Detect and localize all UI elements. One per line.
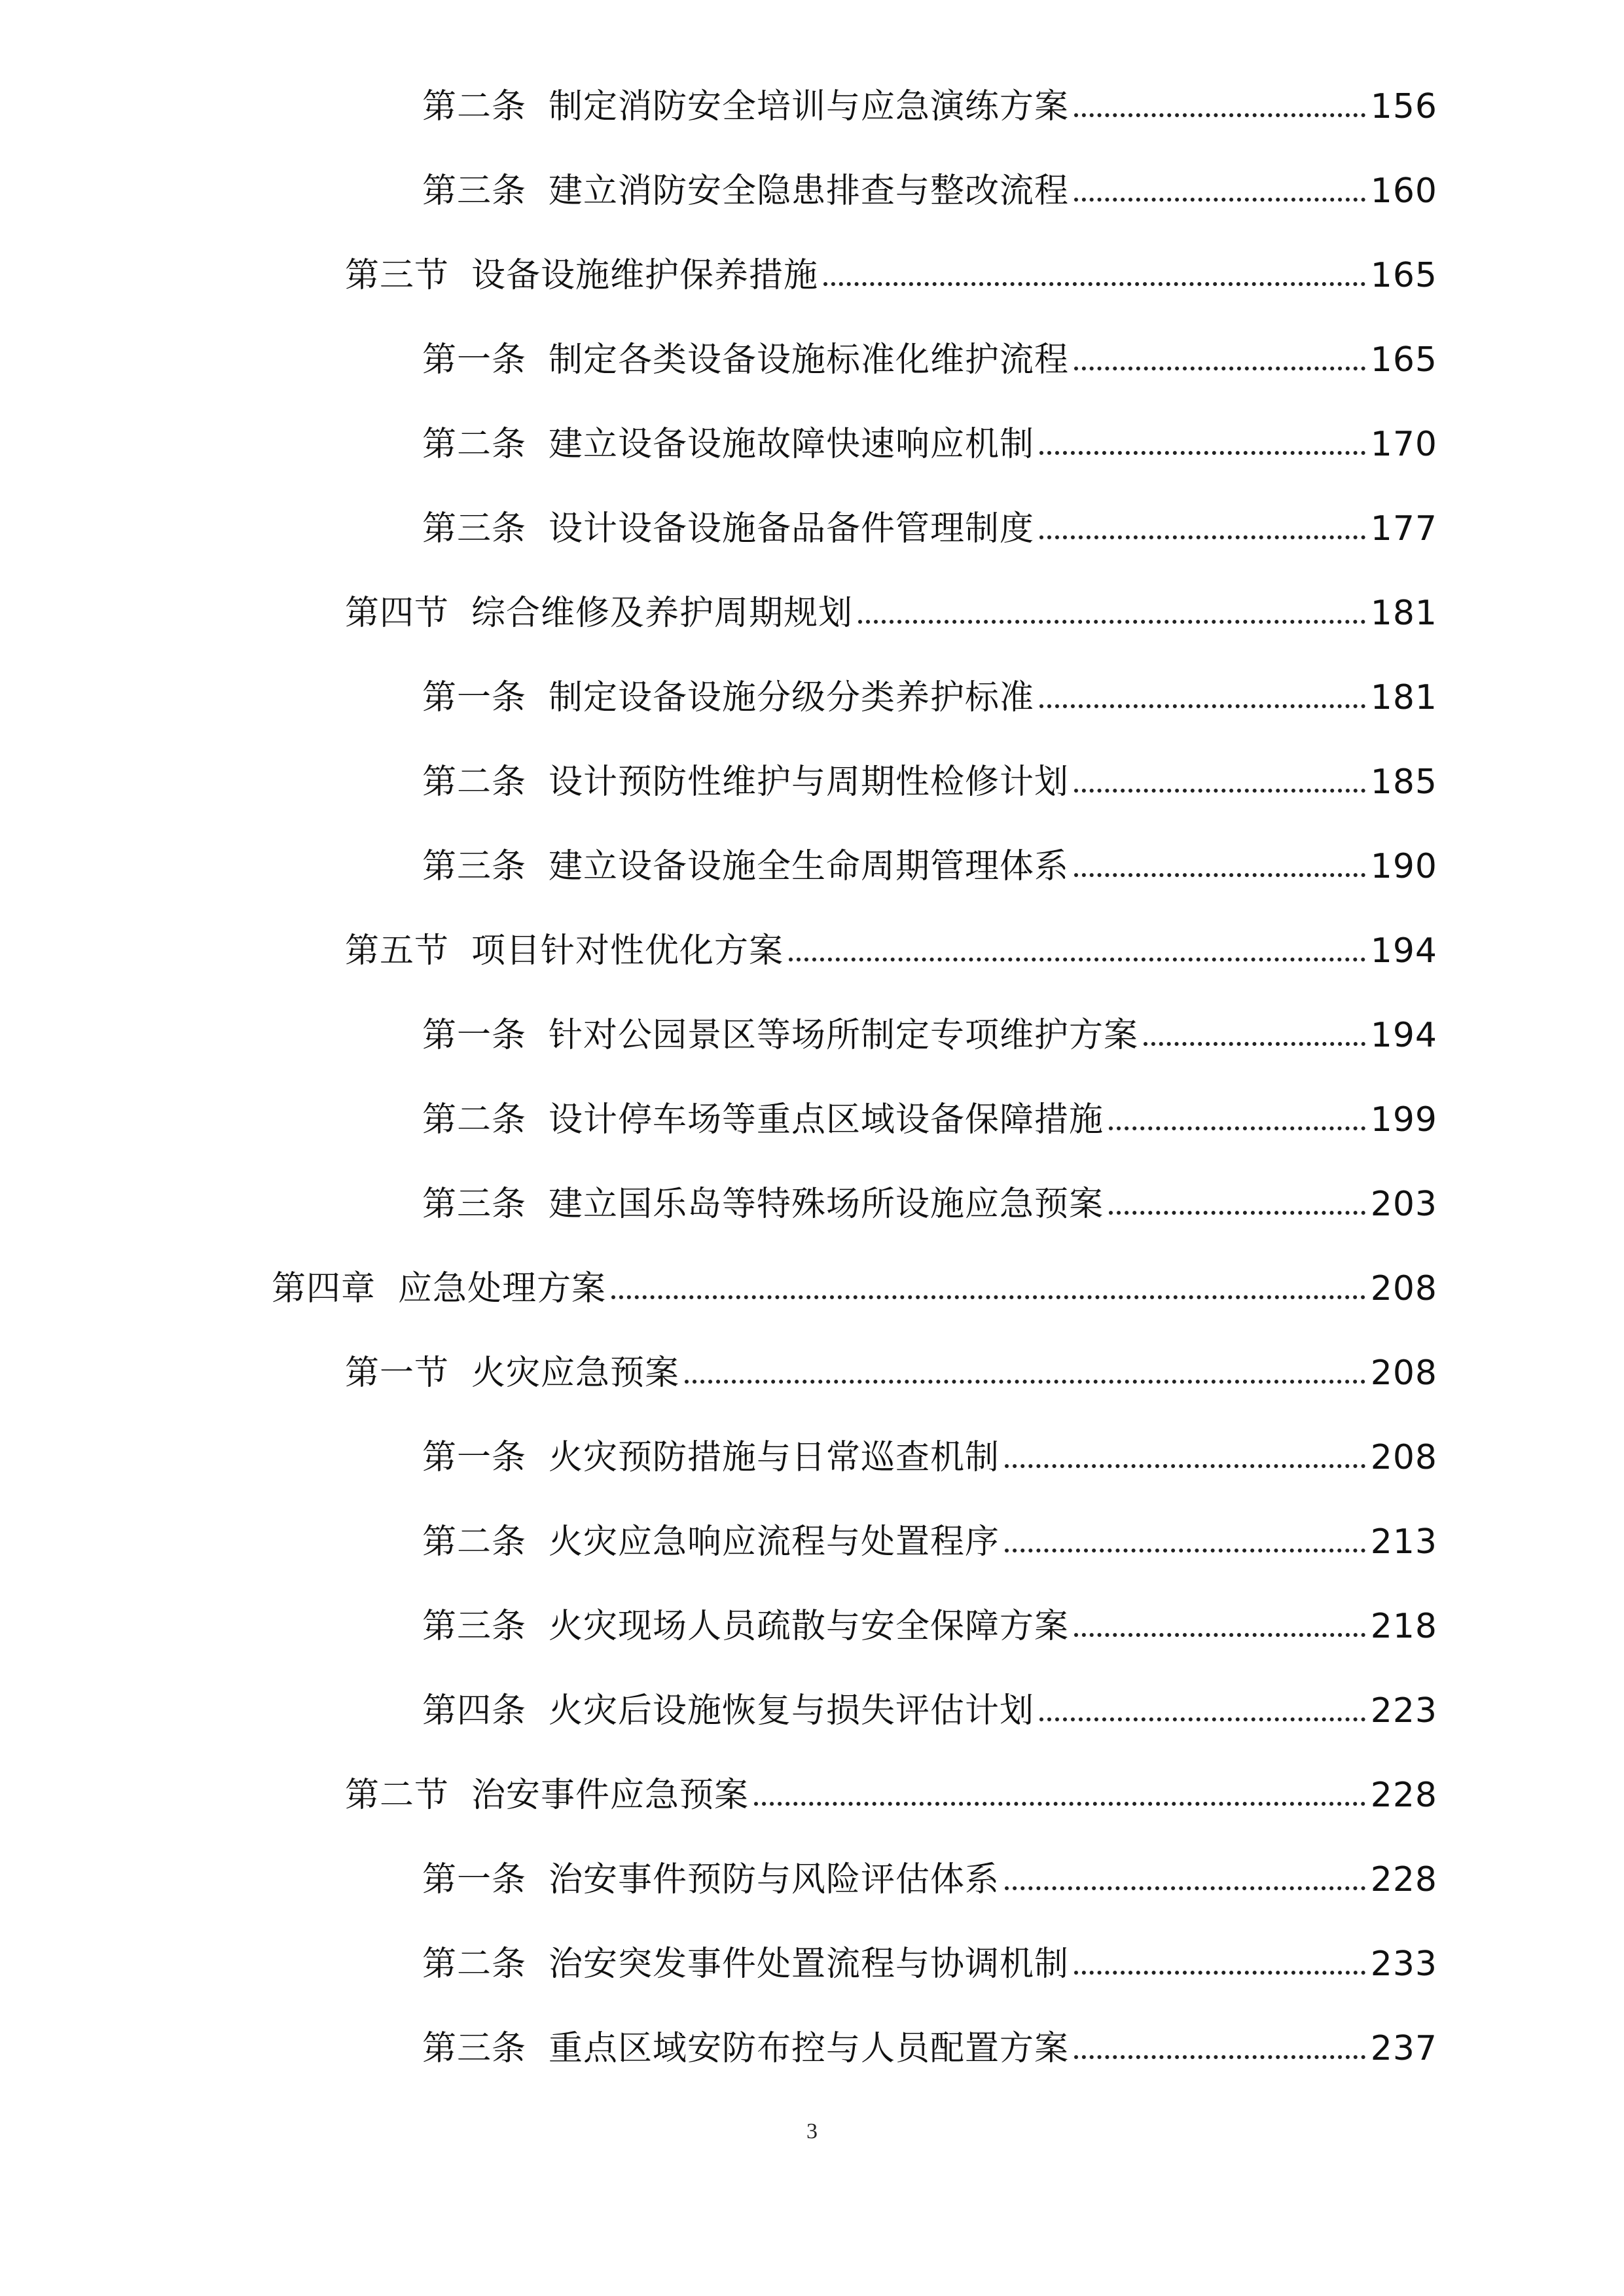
- toc-dot-leader: [1074, 1931, 1365, 1997]
- toc-entry-number: 第四章: [272, 1269, 376, 1308]
- toc-entry-page: 170: [1370, 425, 1437, 464]
- toc-entry-page: 177: [1370, 509, 1437, 548]
- toc-dot-leader: [611, 1256, 1365, 1321]
- toc-entry-page: 165: [1370, 340, 1437, 380]
- toc-entry-number: 第一条: [422, 1860, 527, 1899]
- toc-entry-title: 治安事件预防与风险评估体系: [549, 1860, 1000, 1899]
- toc-entry-title: 火灾现场人员疏散与安全保障方案: [549, 1607, 1070, 1646]
- toc-entry-number: 第一条: [422, 1016, 527, 1055]
- toc-entry[interactable]: [422, 1087, 1437, 1153]
- toc-entry[interactable]: [422, 1847, 1437, 1912]
- toc-entry-title: 项目针对性优化方案: [471, 931, 784, 971]
- toc-entry-title: 重点区域安防布控与人员配置方案: [549, 2029, 1070, 2068]
- page-number: 3: [806, 2119, 818, 2144]
- toc-entry[interactable]: [422, 496, 1437, 562]
- toc-entry[interactable]: [422, 158, 1437, 224]
- toc-dot-leader: [1039, 496, 1365, 562]
- toc-entry-title: 建立消防安全隐患排查与整改流程: [549, 171, 1070, 211]
- toc-entry-title: 制定各类设备设施标准化维护流程: [549, 340, 1070, 380]
- toc-dot-leader: [858, 581, 1365, 646]
- toc-entry-number: 第三节: [345, 256, 450, 295]
- toc-dot-leader: [1039, 665, 1365, 730]
- toc-entry-title: 针对公园景区等场所制定专项维护方案: [549, 1016, 1139, 1055]
- toc-entry[interactable]: [422, 1931, 1437, 1997]
- toc-entry-page: 208: [1370, 1269, 1437, 1308]
- toc-entry-number: 第一条: [422, 1438, 527, 1477]
- toc-entry-title: 治安事件应急预案: [471, 1776, 749, 1815]
- toc-dot-leader: [1074, 834, 1365, 899]
- toc-entry-page: 199: [1370, 1100, 1437, 1139]
- toc-entry-title: 设计预防性维护与周期性检修计划: [549, 762, 1070, 802]
- toc-entry-title: 火灾应急响应流程与处置程序: [549, 1522, 1000, 1562]
- toc-dot-leader: [1074, 2016, 1365, 2081]
- toc-entry-page: 165: [1370, 256, 1437, 295]
- toc-entry-number: 第四条: [422, 1691, 527, 1731]
- toc-entry-number: 第三条: [422, 1185, 527, 1224]
- toc-entry-title: 建立设备设施全生命周期管理体系: [549, 847, 1070, 886]
- toc-dot-leader: [1074, 158, 1365, 224]
- toc-entry-title: 设备设施维护保养措施: [471, 256, 819, 295]
- toc-entry-title: 火灾预防措施与日常巡查机制: [549, 1438, 1000, 1477]
- toc-entry-page: 213: [1370, 1522, 1437, 1562]
- toc-entry[interactable]: [422, 1509, 1437, 1575]
- toc-dot-leader: [1074, 749, 1365, 815]
- toc-entry-number: 第一节: [345, 1354, 450, 1393]
- toc-entry[interactable]: [422, 412, 1437, 477]
- toc-dot-leader: [1074, 74, 1365, 139]
- toc-entry-page: 190: [1370, 847, 1437, 886]
- toc-entry-page: 156: [1370, 87, 1437, 126]
- toc-dot-leader: [1074, 327, 1365, 393]
- toc-entry-number: 第二条: [422, 1945, 527, 1984]
- toc-entry-number: 第一条: [422, 340, 527, 380]
- toc-entry-title: 火灾应急预案: [471, 1354, 680, 1393]
- toc-entry-number: 第三条: [422, 1607, 527, 1646]
- toc-entry-title: 制定设备设施分级分类养护标准: [549, 678, 1035, 717]
- toc-entry[interactable]: [422, 1425, 1437, 1490]
- toc-entry-number: 第三条: [422, 509, 527, 548]
- toc-entry-page: 194: [1370, 1016, 1437, 1055]
- toc-entry-title: 治安突发事件处置流程与协调机制: [549, 1945, 1070, 1984]
- toc-entry[interactable]: [272, 1256, 1437, 1321]
- toc-dot-leader: [1109, 1172, 1365, 1237]
- toc-entry-number: 第二条: [422, 1522, 527, 1562]
- toc-entry-number: 第三条: [422, 171, 527, 211]
- toc-entry-number: 第三条: [422, 847, 527, 886]
- toc-entry-title: 建立国乐岛等特殊场所设施应急预案: [549, 1185, 1104, 1224]
- toc-entry-number: 第二条: [422, 1100, 527, 1139]
- toc-entry-number: 第一条: [422, 678, 527, 717]
- toc-entry[interactable]: [345, 243, 1437, 308]
- toc-entry[interactable]: [422, 1003, 1437, 1068]
- toc-entry-page: 223: [1370, 1691, 1437, 1731]
- toc-entry-page: 194: [1370, 931, 1437, 971]
- toc-entry-page: 233: [1370, 1945, 1437, 1984]
- toc-entry-title: 设计停车场等重点区域设备保障措施: [549, 1100, 1104, 1139]
- toc-dot-leader: [1074, 1594, 1365, 1659]
- toc-entry-number: 第二条: [422, 87, 527, 126]
- toc-entry-page: 160: [1370, 171, 1437, 211]
- toc-entry[interactable]: [422, 1172, 1437, 1237]
- toc-entry-page: 181: [1370, 594, 1437, 633]
- toc-entry-title: 综合维修及养护周期规划: [471, 594, 854, 633]
- toc-entry-title: 制定消防安全培训与应急演练方案: [549, 87, 1070, 126]
- toc-entry[interactable]: [345, 918, 1437, 984]
- toc-dot-leader: [1039, 1678, 1365, 1744]
- toc-entry-page: 228: [1370, 1776, 1437, 1815]
- toc-entry[interactable]: [422, 327, 1437, 393]
- toc-entry-title: 火灾后设施恢复与损失评估计划: [549, 1691, 1035, 1731]
- toc-entry-number: 第四节: [345, 594, 450, 633]
- toc-entry-title: 应急处理方案: [398, 1269, 607, 1308]
- toc-entry-number: 第二节: [345, 1776, 450, 1815]
- toc-entry-page: 228: [1370, 1860, 1437, 1899]
- toc-entry-number: 第二条: [422, 425, 527, 464]
- toc-entry-number: 第三条: [422, 2029, 527, 2068]
- toc-entry[interactable]: [345, 1763, 1437, 1828]
- toc-dot-leader: [1005, 1847, 1365, 1912]
- toc-dot-leader: [685, 1340, 1365, 1406]
- toc-entry-page: 237: [1370, 2029, 1437, 2068]
- toc-entry[interactable]: [422, 665, 1437, 730]
- toc-entry-page: 208: [1370, 1438, 1437, 1477]
- toc-entry-page: 203: [1370, 1185, 1437, 1224]
- toc-entry-page: 218: [1370, 1607, 1437, 1646]
- toc-entry[interactable]: [422, 74, 1437, 139]
- toc-dot-leader: [1109, 1087, 1365, 1153]
- toc-entry[interactable]: [422, 1678, 1437, 1744]
- toc-dot-leader: [1144, 1003, 1365, 1068]
- toc-entry-title: 设计设备设施备品备件管理制度: [549, 509, 1035, 548]
- toc-entry-number: 第二条: [422, 762, 527, 802]
- toc-dot-leader: [1005, 1509, 1365, 1575]
- toc-entry-title: 建立设备设施故障快速响应机制: [549, 425, 1035, 464]
- toc-dot-leader: [789, 918, 1365, 984]
- toc-entry[interactable]: [345, 1340, 1437, 1406]
- toc-dot-leader: [823, 243, 1365, 308]
- toc-entry-number: 第五节: [345, 931, 450, 971]
- toc-entry[interactable]: [422, 834, 1437, 899]
- toc-dot-leader: [754, 1763, 1365, 1828]
- toc-entry[interactable]: [345, 581, 1437, 646]
- toc-dot-leader: [1039, 412, 1365, 477]
- toc-entry-page: 181: [1370, 678, 1437, 717]
- toc-entry[interactable]: [422, 749, 1437, 815]
- toc-dot-leader: [1005, 1425, 1365, 1490]
- toc-entry[interactable]: [422, 1594, 1437, 1659]
- toc-entry-page: 185: [1370, 762, 1437, 802]
- toc-entry[interactable]: [422, 2016, 1437, 2081]
- toc-entry-page: 208: [1370, 1354, 1437, 1393]
